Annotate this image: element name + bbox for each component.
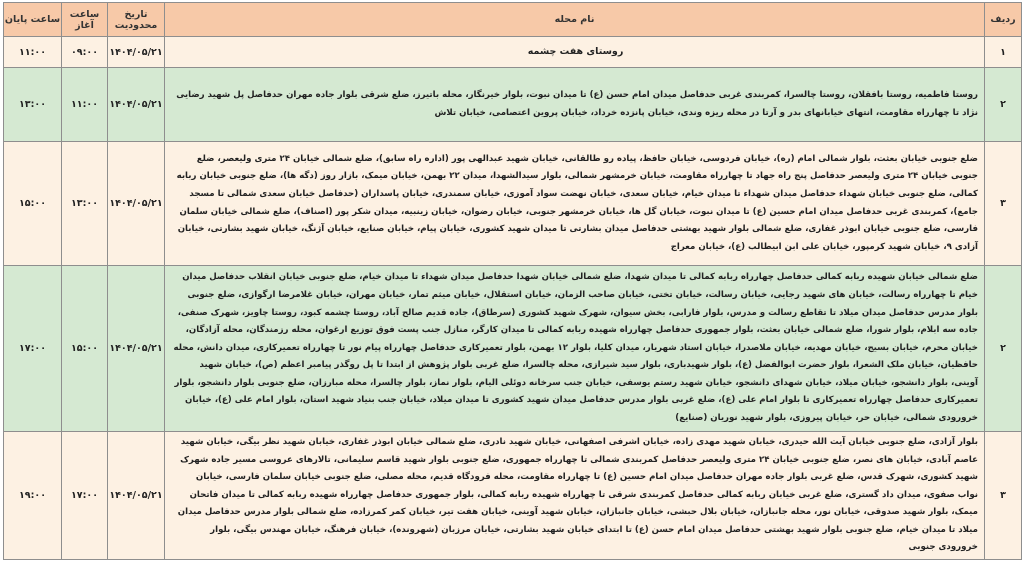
header-start-time: ساعت آغاز: [62, 3, 108, 37]
cell-area: بلوار آزادی، ضلع جنوبی خیابان آیت الله حیدری، خیابان شهید مهدی زاده، خیابان اشرفی اصفهانی، خیابان شهید نادری، ضلع شمالی خیابان ابوذر غفاری، خیابان شهید نظر بیگی، خیابان شهید عاصم آبادی، خیابان های نصر، ضلع جنوبی خیابان ۲۴ متری ولیعصر حدفاصل کمربندی شمالی تا چهارراه جمهوری، ضلع جنوبی بلوار شهید قاسم سلیمانی، تالارهای عروسی مسیر جاده شهرک شهید کشوری، شهرک قدس، ضلع غربی بلوار جاده مهران حدفاصل میدان امام حسین (ع) تا چهارراه مقاومت، محله فرودگاه قدیم، محله مصلی، ضلع جنوبی خیابان سلمان فارسی، خیابان نواب صفوی، میدان داد گستری، ضلع غربی خیابان ربابه کمالی حدفاصل کمربندی شرقی تا چهارراه شهیده ربابه کمالی، بلوار جمهوری حدفاصل چهارراه شهیده ربابه کمالی تا میدان فاتحان میمک، بلوار شهید صدوقی، خیابان نور، محله جانبازان، خیابان بلال حبشی، خیابان جانبازان، خیابان شهید آوینی، خیابان هفت تیر، خیابان کمر کمرزاده، ضلع شمالی بلوار مدرس حدفاصل میدان میلاد تا میدان خیام، ضلع جنوبی بلوار شهید بهشتی حدفاصل میدان امام حسن (ع) تا ابتدای خیابان شهید بشارتی، خیابان مرزبان (شهرونده)، خیابان فرهنگ، خیابان مهندس بیگی، بلوار خرورودی جنوبی: [165, 432, 985, 560]
cell-row-number: ۱: [985, 37, 1022, 68]
header-area: نام محله: [165, 3, 985, 37]
cell-row-number: ۲: [985, 266, 1022, 432]
cell-end-time: ۱۳:۰۰: [4, 68, 62, 142]
cell-date: ۱۴۰۴/۰۵/۲۱: [108, 68, 165, 142]
cell-start-time: ۱۵:۰۰: [62, 266, 108, 432]
outage-schedule-table: [3, 2, 1022, 560]
cell-start-time: ۱۳:۰۰: [62, 142, 108, 266]
table-row: [4, 266, 1022, 432]
cell-area: روستا فاطمیه، روستا بافقلان، روستا چالسرا، کمربندی غربی حدفاصل میدان امام حسن (ع) تا میدان نبوت، بلوار خیرنگار، محله باتیرز، ضلع شرقی بلوار جاده مهران حدفاصل پل شهید رضایی نژاد تا چهارراه مقاومت، انتهای خیابانهای بدر و آرتا در محله ریزه وندی، خیابان پانزده خرداد، خیابان پروین اعتصامی، خیابان تلاش: [165, 68, 985, 142]
table-row: [4, 432, 1022, 560]
cell-start-time: ۰۹:۰۰: [62, 37, 108, 68]
schedule-table-wrapper: [3, 2, 1021, 559]
cell-start-time: ۱۷:۰۰: [62, 432, 108, 560]
header-row-number: ردیف: [985, 3, 1022, 37]
cell-date: ۱۴۰۴/۰۵/۲۱: [108, 266, 165, 432]
table-row: [4, 37, 1022, 68]
cell-date: ۱۴۰۴/۰۵/۲۱: [108, 37, 165, 68]
header-date: تاریخ محدودیت: [108, 3, 165, 37]
cell-end-time: ۱۵:۰۰: [4, 142, 62, 266]
cell-area: ضلع جنوبی خیابان بعثت، بلوار شمالی امام (ره)، خیابان فردوسی، خیابان حافظ، پیاده رو طالقانی، خیابان شهید عبدالهی پور (اداره راه سابق)، ضلع شمالی خیابان ۲۴ متری ولیعصر، ضلع جنوبی خیابان ۲۴ متری ولیعصر حدفاصل پنج راه جهاد تا چهارراه مقاومت، خیابان خرمشهر شمالی، بلوار سیدالشهدا، میدان ۲۲ بهمن، خیابان میمک، بازار روز (دگه ها)، ضلع جنوبی خیابان ربابه کمالی، ضلع جنوبی خیابان شهداء حدفاصل میدان شهداء تا میدان خیام، خیابان سعدی، خیابان نهضت سواد آموزی، خیابان سمندری، خیابان پاسداران (حدفاصل خیابان سعدی شمالی تا مسجد جامع)، کمربندی غربی حدفاصل میدان امام حسین (ع) تا میدان نبوت، خیابان گل ها، خیابان خرمشهر جنوبی، خیابان رضوان، خیابان زینبیه، میدان شکر پور (اصناف)، ضلع شمالی خیابان سلمان فارسی، ضلع جنوبی خیابان ابوذر غفاری، ضلع شمالی بلوار شهید بهشتی حدفاصل میدان بشارتی تا میدان شهید کشوری، خیابان پیام، خیابان صنایع، خیابان آژنگ، خیابان شهید بشارتی، خیابان آزادی ۹، خیابان شهید کرمپور، خیابان علی ابن ابیطالب (ع)، خیابان معراج: [165, 142, 985, 266]
cell-area: روستای هفت چشمه: [165, 37, 985, 68]
cell-area: ضلع شمالی خیابان شهیده ربابه کمالی حدفاصل چهارراه ربابه کمالی تا میدان شهدا، ضلع شمالی خیابان شهدا حدفاصل میدان شهداء تا میدان خیام، ضلع جنوبی خیابان انقلاب حدفاصل میدان خیام تا چهارراه رسالت، خیابان های شهید رجایی، خیابان رسالت، خیابان تختی، خیابان صاحب الزمان، خیابان استقلال، خیابان میثم تمار، خیابان مهران، خیابان غلامرضا ارگوازی، ضلع جنوبی بلوار مدرس حدفاصل میدان میلاد تا تقاطع رسالت و مدرس، بلوار فارابی، بخش سیوان، شهرک شهید کشوری (سرطاق)، جاده قدیم صالح آباد، روستا چشمه کبود، روستا چاویز، شهرک صنفی، جاده سه ابلام، بلوار شورا، ضلع شمالی خیابان بعثت، بلوار جمهوری حدفاصل چهارراه شهیده ربابه کمالی تا میدان کارگر، منازل جنب پست فوق توزیع ارغوان، محله رزمندگان، محله آزادگان، خیابان محرم، خیابان بسیج، خیابان مهدیه، خیابان ملاصدرا، خیابان استاد شهریار، میدان کلیا، بلوار ۱۲ بهمن، بلوار تعمیرکاری حدفاصل چهارراه پیام نور تا چهارراه تعمیرکاری، میدان دانش، محله حافظیان، خیابان ملک الشعرا، بلوار حضرت ابوالفضل (ع)، بلوار شهیدباری، بلوار سید شیرازی، محله چالسرا، ضلع غربی بلوار پژوهش از ابتدا تا پل روگذر پیامبر اعظم (ص)، خیابان شهید آوینی، بلوار دانشجو، خیابان میلاد، خیابان شهدای دانشجو، خیابان شهید رستم یوسفی، خیابان جنب سرخانه دوئلی الیام، بلوار نماز، بلوار چالسرا، محله مبارزان، ضلع جنوبی بلوار دانشجو، بلوار تعمیرکاری حدفاصل چهارراه تعمیرکاری تا بلوار امام علی (ع)، ضلع غربی بلوار مدرس حدفاصل میدان شهید کشوری تا میدان میلاد، خیابان جنب بنیاد شهید استان، بلوار امام علی (ع)، خیابان خرورودی شمالی، خیابان حر، خیابان پیروزی، بلوار شهید نوریان (صنایع): [165, 266, 985, 432]
cell-row-number: ۳: [985, 142, 1022, 266]
cell-date: ۱۴۰۴/۰۵/۲۱: [108, 432, 165, 560]
header-row: [4, 3, 1022, 37]
table-row: [4, 142, 1022, 266]
cell-row-number: ۲: [985, 68, 1022, 142]
header-end-time: ساعت پایان: [4, 3, 62, 37]
table-row: [4, 68, 1022, 142]
cell-end-time: ۱۹:۰۰: [4, 432, 62, 560]
cell-end-time: ۱۷:۰۰: [4, 266, 62, 432]
cell-date: ۱۴۰۴/۰۵/۲۱: [108, 142, 165, 266]
cell-row-number: ۳: [985, 432, 1022, 560]
cell-end-time: ۱۱:۰۰: [4, 37, 62, 68]
cell-start-time: ۱۱:۰۰: [62, 68, 108, 142]
